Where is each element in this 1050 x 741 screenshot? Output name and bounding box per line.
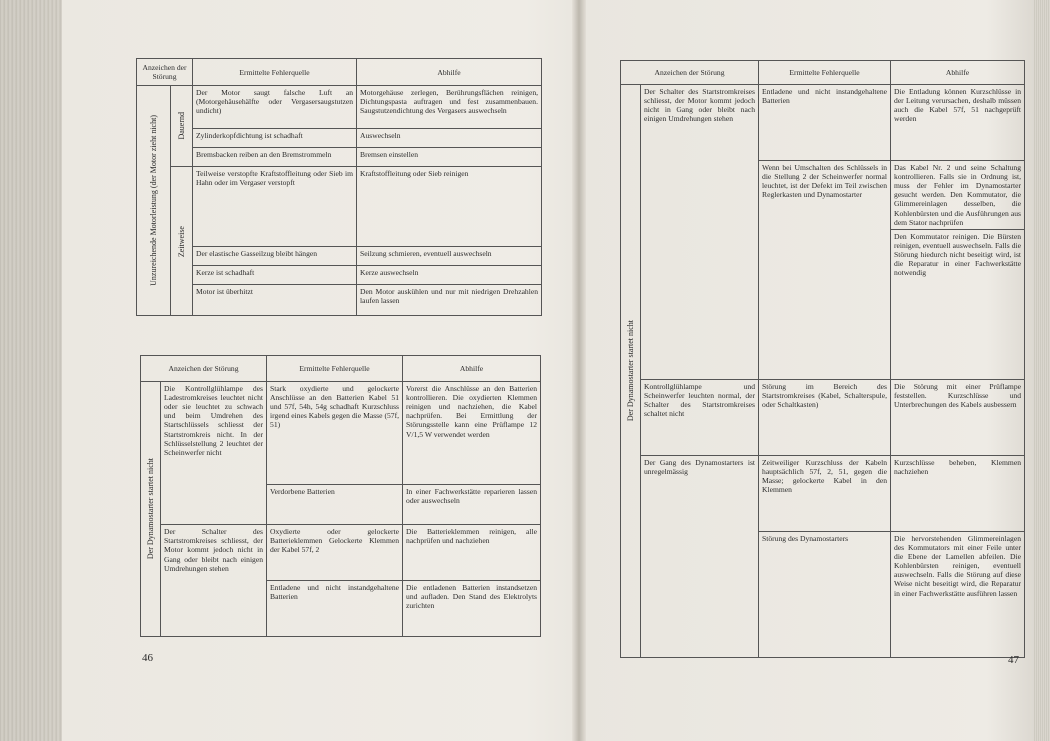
header-symptom: Anzeichen der Störung — [621, 61, 759, 85]
header-cause: Ermittelte Fehlerquelle — [193, 59, 357, 86]
cause-cell: Störung im Bereich des Startstromkreises (Kabel, Schalterspule, oder Schaltkasten) — [759, 379, 891, 455]
header-cause: Ermittelte Fehlerquelle — [759, 61, 891, 85]
group-label: Der Dynamostarter startet nicht — [145, 458, 155, 560]
cause-cell: Zylinderkopfdichtung ist schadhaft — [193, 129, 357, 148]
group-label: Unzureichende Motorleistung (der Motor zieht nicht) — [148, 115, 158, 287]
fix-text: Den Kommutator reinigen. Die Bürsten reinigen, eventuell auswechseln. Falls die Störung hiedurch nicht beseitigt wird, ist die Reparatur in einer Fachwerkstätte notwendig — [894, 231, 1022, 278]
fix-cell: Seilzung schmieren, eventuell auswechseln — [357, 247, 542, 266]
cause-cell: Oxydierte oder gelockerte Batterieklemmen Gelockerte Klemmen der Kabel 57f, 2 — [267, 525, 403, 581]
group-label-cell — [621, 85, 641, 658]
cause-cell: Entladene und nicht instandgehaltene Batterien — [759, 85, 891, 161]
fix-cell: Die entladenen Batterien instandsetzen und aufladen. Den Stand des Elektrolyts zurichten — [403, 581, 541, 637]
cause-cell: Entladene und nicht instandgehaltene Batterien — [267, 581, 403, 637]
fix-cell: Die Batterieklemmen reinigen, alle nachprüfen und nachziehen — [403, 525, 541, 581]
group-label-cell — [141, 382, 161, 637]
sub-label-zeitweise: Zeitweise — [176, 225, 186, 257]
cause-cell: Der Motor saugt falsche Luft an (Motorgehäusehälfte oder Vergasersaugstutzen undicht) — [193, 86, 357, 129]
cause-cell: Teilweise verstopfte Kraftstoffleitung oder Sieb im Hahn oder im Vergaser verstopft — [193, 167, 357, 247]
symptom-cell: Der Schalter des Startstromkreises schliesst, der Motor kommt jedoch nicht in Gang oder bleibt nach einigen Umdrehungen stehen — [641, 85, 759, 380]
left-table-motor-power — [136, 58, 542, 316]
fix-cell: Kraftstoffleitung oder Sieb reinigen — [357, 167, 542, 247]
page-number-left: 46 — [142, 652, 153, 664]
header-symptom: Anzeichen der Störung — [141, 356, 267, 382]
cause-cell: Stark oxydierte und gelockerte Anschlüsse an den Batterien Kabel 51 und 57f, 54h, 54g schadhaft Kurzschluss irgend eines Kabels gegen die Masse (57f, 51) — [267, 382, 403, 485]
header-fix: Abhilfe — [357, 59, 542, 86]
header-cause: Ermittelte Fehlerquelle — [267, 356, 403, 382]
cause-cell: Motor ist überhitzt — [193, 284, 357, 315]
page-edge-left — [0, 0, 62, 741]
sub-label-cell — [171, 86, 193, 167]
fix-cell: Kerze auswechseln — [357, 266, 542, 285]
header-symptom: Anzeichen der Störung — [137, 59, 193, 86]
header-fix: Abhilfe — [891, 61, 1025, 85]
page-number-right: 47 — [1008, 654, 1019, 666]
page-edge-right — [1034, 0, 1050, 741]
group-label-cell — [137, 86, 171, 316]
fix-cell: Die hervorstehenden Glimmereinlagen des Kommutators mit einer Feile unter die Ebene der Lamellen abfeilen. Die Kohlenbürsten reinigen, eventuell auswechseln. Falls die Störung auf diese Weise nicht beseitigt wird, die Reparatur in einer Fachwerkstätte ausführen lassen — [891, 531, 1025, 657]
fix-cell: Die Störung mit einer Prüflampe feststellen. Kurzschlüsse und Unterbrechungen des Kabels ausbessern — [891, 379, 1025, 455]
group-label: Der Dynamostarter startet nicht — [625, 320, 635, 422]
cause-cell: Kerze ist schadhaft — [193, 266, 357, 285]
fix-cell: Bremsen einstellen — [357, 148, 542, 167]
fix-cell: Den Motor auskühlen und nur mit niedrigen Drehzahlen laufen lassen — [357, 284, 542, 315]
fix-cell-multi — [891, 161, 1025, 380]
cause-cell: Wenn bei Umschalten des Schlüssels in die Stellung 2 der Scheinwerfer normal leuchtet, ist der Defekt im Teil zwischen Reglerkasten und Dynamostarter — [759, 161, 891, 380]
cause-cell: Der elastische Gasseilzug bleibt hängen — [193, 247, 357, 266]
book-gutter — [572, 0, 586, 741]
symptom-cell: Die Kontrollglühlampe des Ladestromkreises leuchtet nicht oder sie leuchtet zu schwach und beim Umdrehen des Startschlüssels schliesst der Startstromkreis nicht. In der Schlüsselstellung 2 leuchtet der Scheinwerfer nicht — [161, 382, 267, 525]
symptom-cell: Kontrollglühlampe und Scheinwerfer leuchten normal, der Schalter des Startstromkreises schaltet nicht — [641, 379, 759, 455]
symptom-cell: Der Gang des Dynamostarters ist unregelmässig — [641, 455, 759, 657]
left-table-starter — [140, 355, 541, 637]
sub-label-dauernd: Dauernd — [176, 112, 186, 140]
fix-text: Das Kabel Nr. 2 und seine Schaltung kontrollieren. Falls sie in Ordnung ist, muss der Fehler im Dynamostarter gesucht werden. Den Kommutator, die Glimmereinlagen desselben, die Kohlenbürsten und die Ausführungen aus dem Stator nachprüfen — [894, 163, 1022, 227]
fix-cell: Vorerst die Anschlüsse an den Batterien kontrollieren. Die oxydierten Klemmen reinigen und nachziehen, die Kabel nachprüfen. Bei Ermittlung der Störungsstelle kann eine Prüflampe 12 V/1,5 W verwendet werden — [403, 382, 541, 485]
fix-divider — [891, 229, 1024, 230]
fix-cell: Motorgehäuse zerlegen, Berührungsflächen reinigen, Dichtungspasta auftragen und fest zusammenbauen. Saugstutzendichtung des Vergasers auswechseln — [357, 86, 542, 129]
cause-cell: Zeitweiliger Kurzschluss der Kabeln hauptsächlich 57f, 2, 51, gegen die Masse; gelockerte Kabel in den Klemmen — [759, 455, 891, 531]
cause-cell: Verdorbene Batterien — [267, 485, 403, 525]
cause-cell: Bremsbacken reiben an den Bremstrommeln — [193, 148, 357, 167]
right-table-starter — [620, 60, 1025, 658]
cause-cell: Störung des Dynamostarters — [759, 531, 891, 657]
fix-cell: Auswechseln — [357, 129, 542, 148]
sub-label-cell — [171, 167, 193, 316]
fix-cell: In einer Fachwerkstätte reparieren lassen oder auswechseln — [403, 485, 541, 525]
fix-cell: Die Entladung können Kurzschlüsse in der Leitung verursachen, deshalb müssen auch die Kabel 57f, 51 nachgeprüft werden — [891, 85, 1025, 161]
symptom-cell: Der Schalter des Startstromkreises schliesst, der Motor kommt jedoch nicht in Gang oder bleibt nach einigen Umdrehungen stehen — [161, 525, 267, 637]
fix-cell: Kurzschlüsse beheben, Klemmen nachziehen — [891, 455, 1025, 531]
header-fix: Abhilfe — [403, 356, 541, 382]
